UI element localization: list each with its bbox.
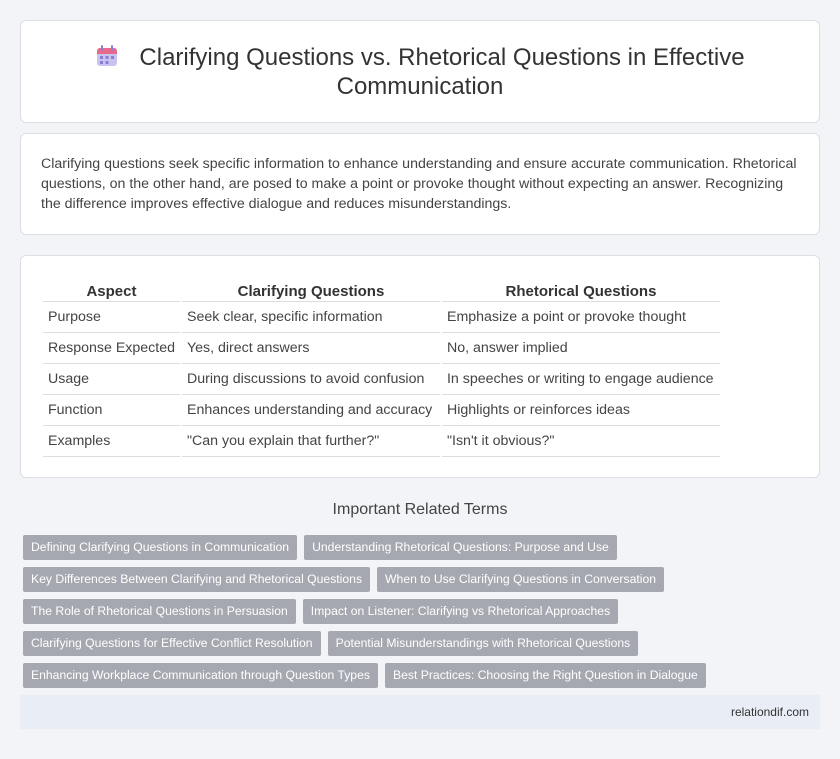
tag-row	[23, 599, 820, 624]
table-cell: Yes, direct answers	[182, 333, 440, 364]
table-row	[43, 333, 720, 364]
related-term-link[interactable]: Best Practices: Choosing the Right Question in Dialogue	[385, 663, 706, 688]
related-term-link[interactable]: The Role of Rhetorical Questions in Persuasion	[23, 599, 296, 624]
header-rhetorical: Rhetorical Questions	[442, 276, 720, 302]
table-cell: Emphasize a point or provoke thought	[442, 302, 720, 333]
intro-card	[20, 133, 820, 235]
table-cell: Highlights or reinforces ideas	[442, 395, 720, 426]
table-cell: Enhances understanding and accuracy	[182, 395, 440, 426]
footer-site-link[interactable]: relationdif.com	[730, 705, 809, 719]
related-terms-list	[20, 535, 820, 688]
table-cell: During discussions to avoid confusion	[182, 364, 440, 395]
related-term-link[interactable]: Understanding Rhetorical Questions: Purpose and Use	[304, 535, 617, 560]
comparison-table	[41, 276, 722, 457]
calendar-icon	[95, 44, 119, 68]
table-header-row	[43, 276, 720, 302]
table-cell: No, answer implied	[442, 333, 720, 364]
table-row	[43, 395, 720, 426]
table-cell: Seek clear, specific information	[182, 302, 440, 333]
tag-row	[23, 631, 820, 656]
related-terms-title: Important Related Terms	[332, 501, 508, 518]
comparison-card	[20, 255, 820, 478]
table-cell: "Isn't it obvious?"	[442, 426, 720, 457]
tag-row	[23, 663, 820, 688]
table-row	[43, 364, 720, 395]
related-term-link[interactable]: When to Use Clarifying Questions in Conversation	[377, 567, 664, 592]
page-title	[61, 43, 779, 101]
tag-row	[23, 567, 820, 592]
table-cell: In speeches or writing to engage audience	[442, 364, 720, 395]
related-term-link[interactable]: Clarifying Questions for Effective Conflict Resolution	[23, 631, 321, 656]
header-clarifying: Clarifying Questions	[182, 276, 440, 302]
related-term-link[interactable]: Defining Clarifying Questions in Communication	[23, 535, 297, 560]
table-row	[43, 302, 720, 333]
table-row	[43, 426, 720, 457]
tag-row	[23, 535, 820, 560]
related-term-link[interactable]: Key Differences Between Clarifying and Rhetorical Questions	[23, 567, 370, 592]
header-aspect: Aspect	[43, 276, 180, 302]
table-cell: "Can you explain that further?"	[182, 426, 440, 457]
table-cell: Response Expected	[43, 333, 180, 364]
related-term-link[interactable]: Potential Misunderstandings with Rhetorical Questions	[328, 631, 639, 656]
related-term-link[interactable]: Impact on Listener: Clarifying vs Rhetorical Approaches	[303, 599, 618, 624]
footer	[20, 695, 820, 729]
table-cell: Purpose	[43, 302, 180, 333]
related-term-link[interactable]: Enhancing Workplace Communication through Question Types	[23, 663, 378, 688]
title-card	[20, 20, 820, 123]
table-cell: Examples	[43, 426, 180, 457]
intro-text: Clarifying questions seek specific information to enhance understanding and ensure accurate communication. Rhetorical questions, on the other hand, are posed to make a point or provoke thought without expecting an answer. Recognizing the difference improves effective dialogue and reduces misunderstandings.	[41, 156, 797, 212]
page-title-text: Clarifying Questions vs. Rhetorical Questions in Effective Communication	[139, 43, 745, 100]
table-cell: Function	[43, 395, 180, 426]
table-cell: Usage	[43, 364, 180, 395]
